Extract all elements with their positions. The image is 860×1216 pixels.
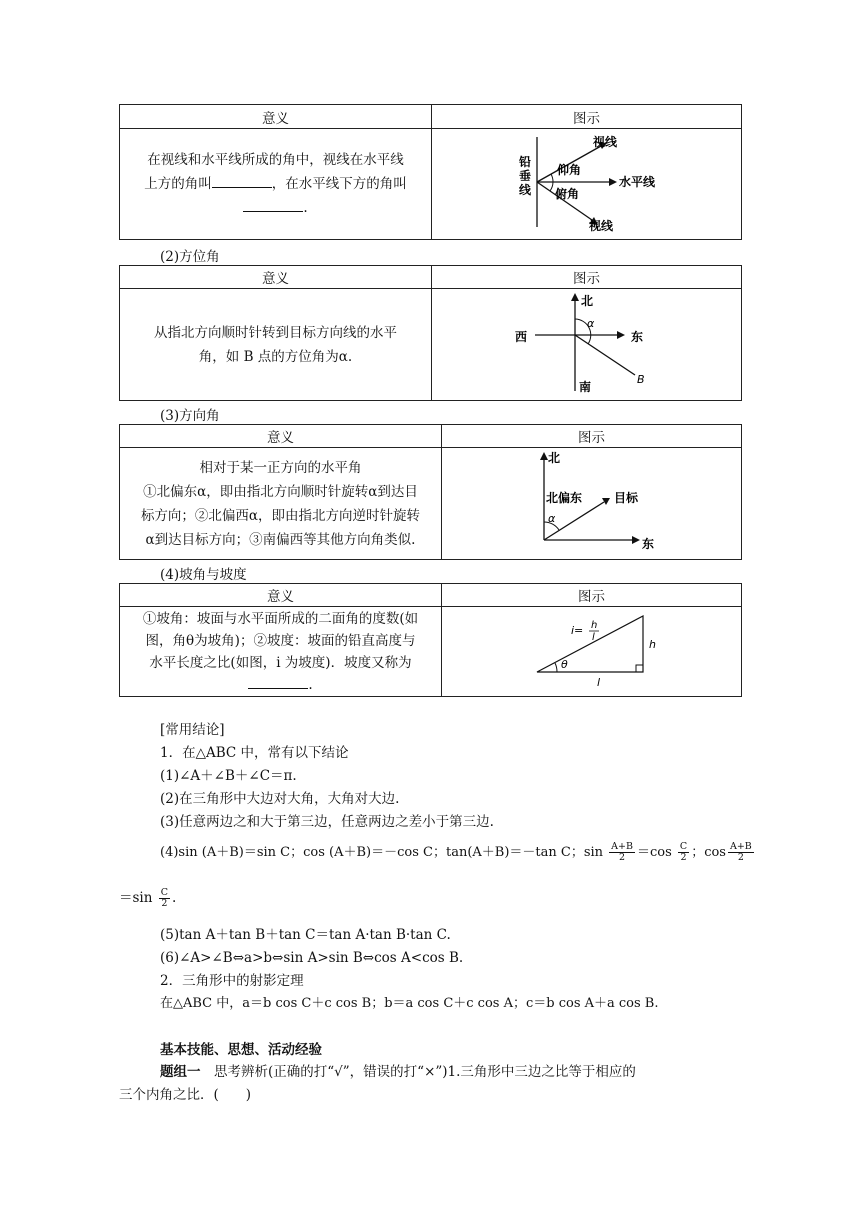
table3-line4: α到达目标方向；③南偏西等其他方向角类似. — [145, 531, 416, 548]
table1-header-meaning: 意义 — [120, 105, 432, 129]
section4-title: (4)坡角与坡度 — [160, 567, 247, 583]
conclusion-item-1: 1．在△ABC 中，常有以下结论 — [160, 745, 349, 761]
conclusion-item-1-2: (2)在三角形中大边对大角，大角对大边. — [160, 791, 400, 807]
table3-figure-cell — [442, 448, 742, 560]
table3-line2: ①北偏东α，即由指北方向顺时针旋转α到达目 — [143, 483, 418, 500]
direction-angle-table — [119, 424, 742, 560]
target-label: 目标 — [613, 490, 638, 505]
slope-i-label: i= — [570, 623, 583, 637]
conclusion-item-1-6: (6)∠A>∠B⇔a>b⇔sin A>sin B⇔cos A<cos B. — [160, 950, 464, 966]
east-axis-arrow — [632, 536, 640, 544]
table4-meaning-cell — [120, 607, 442, 697]
horizontal-arrow — [609, 178, 617, 186]
table1-meaning-text — [120, 148, 431, 220]
plumb-label-3: 线 — [518, 183, 531, 197]
table4-line1: ①坡角：坡面与水平面所成的二面角的度数(如 — [142, 610, 419, 627]
table2-header-figure: 图示 — [432, 266, 742, 289]
direction-angle-diagram — [522, 450, 662, 554]
length-label: l — [596, 675, 600, 689]
north-arrow — [571, 293, 579, 301]
question-1-continuation: 三个内角之比．( ) — [119, 1087, 252, 1103]
blank-slope-ratio — [248, 674, 308, 689]
table2-header-meaning: 意义 — [120, 266, 432, 289]
west-label: 西 — [514, 329, 527, 344]
north-label: 北 — [580, 293, 593, 308]
east-label-3: 东 — [641, 536, 654, 551]
table4-figure-cell — [442, 607, 742, 697]
table4-header-figure: 图示 — [442, 584, 742, 607]
target-ray — [575, 335, 635, 375]
table3-header-figure: 图示 — [442, 425, 742, 448]
slope-diagram — [517, 608, 667, 692]
section3-title: (3)方向角 — [160, 408, 220, 424]
table2-line2: 角，如 B 点的方位角为α. — [198, 348, 353, 365]
table3-meaning-cell — [120, 448, 442, 560]
conclusion-item-1-4: (4)sin (A＋B)＝sin C；cos (A＋B)＝－cos C；tan(A＋B)＝－tan C；sin $\frac{A+B}{2}$ ＝cos $\frac{C}{2}$ ；cos $\frac{A+B}{2}$ — [160, 841, 752, 863]
table2-meaning-text — [120, 321, 431, 369]
target-arrow — [602, 498, 610, 505]
table4-line3: 水平长度之比(如图，i 为坡度)．坡度又称为 — [149, 654, 412, 671]
section2-title: (2)方位角 — [160, 249, 220, 265]
alpha-label: α — [586, 316, 594, 330]
north-label-3: 北 — [547, 450, 560, 465]
table2-line1: 从指北方向顺时针转到目标方向线的水平 — [154, 324, 397, 341]
slope-table — [119, 583, 742, 697]
south-label: 南 — [578, 379, 591, 394]
azimuth-diagram — [507, 291, 667, 395]
elevation-label: 仰角 — [556, 163, 581, 177]
table2-figure-cell — [432, 289, 742, 401]
conclusion-item-1-4-cont: ＝sin $\frac{C}{2}$ . — [119, 887, 177, 909]
azimuth-table — [119, 265, 742, 401]
slope-triangle — [537, 616, 643, 672]
table3-header-meaning: 意义 — [120, 425, 442, 448]
table4-meaning-text — [120, 608, 441, 696]
point-b-label: B — [636, 372, 645, 386]
question-1-text: 思考辨析(正确的打“√”，错误的打“×”)1.三角形中三边之比等于相应的 — [214, 1064, 636, 1080]
theta-arc — [555, 663, 557, 672]
slope-frac-den: l — [591, 631, 595, 643]
east-label: 东 — [630, 329, 643, 344]
table3-meaning-text — [120, 456, 441, 552]
table1-header-figure: 图示 — [432, 105, 742, 129]
table3-line1: 相对于某一正方向的水平角 — [199, 459, 362, 476]
slope-frac-num: h — [590, 619, 597, 631]
theta-label: θ — [560, 657, 568, 671]
table4-header-meaning: 意义 — [120, 584, 442, 607]
blank-elevation — [212, 173, 272, 188]
conclusion-item-1-3: (3)任意两边之和大于第三边，任意两边之差小于第三边. — [160, 814, 494, 830]
skills-heading: 基本技能、思想、活动经验 — [160, 1042, 322, 1058]
plumb-label-1: 铅 — [518, 155, 531, 169]
horizontal-label: 水平线 — [618, 175, 655, 189]
table2-meaning-cell — [120, 289, 432, 401]
frac-a-plus-b-2: $\frac{A+B}{2}$ — [729, 841, 752, 863]
blank-depression — [243, 197, 303, 212]
table1-line1: 在视线和水平线所成的角中，视线在水平线 — [147, 152, 404, 168]
upper-sight-label: 视线 — [592, 135, 617, 149]
table1-figure-cell — [432, 129, 742, 240]
right-angle-mark — [636, 665, 643, 672]
conclusions-title: [常用结论] — [160, 722, 225, 738]
table3-line3: 标方向；②北偏西α，即由指北方向逆时针旋转 — [140, 507, 421, 524]
north-east-label: 北偏东 — [545, 490, 582, 505]
table4-line2: 图，角θ为坡角)；②坡度：坡面的铅直高度与 — [145, 632, 416, 649]
height-label: h — [648, 637, 656, 651]
lower-sight-label: 视线 — [588, 219, 613, 232]
conclusion-item-2: 2．三角形中的射影定理 — [160, 973, 304, 989]
east-arrow — [617, 331, 625, 339]
depression-arc — [550, 182, 553, 191]
elevation-arc — [551, 174, 553, 182]
frac-a-plus-b-1: $\frac{A+B}{2}$ — [611, 841, 633, 863]
frac-c-1: $\frac{C}{2}$ — [679, 841, 688, 863]
alpha-label-3: α — [547, 511, 555, 525]
table1-line3: . — [134, 196, 417, 220]
conclusion-item-1-5: (5)tan A＋tan B＋tan C＝tan A·tan B·tan C. — [160, 927, 451, 943]
projection-theorem: 在△ABC 中，a＝b cos C＋c cos B；b＝a cos C＋c cos A；c＝b cos A＋a cos B. — [160, 996, 659, 1011]
table1-meaning-cell — [120, 129, 432, 240]
elevation-depression-table — [119, 104, 742, 240]
question-group-line — [160, 1062, 636, 1082]
table4-line4: . — [126, 674, 435, 696]
table1-line2: 上方的角叫 ，在水平线下方的角叫 — [134, 172, 417, 196]
plumb-label-2: 垂 — [518, 169, 531, 183]
conclusion-item-1-1: (1)∠A＋∠B＋∠C＝π. — [160, 768, 297, 784]
north-axis-arrow — [540, 452, 548, 460]
question-group-label: 题组一 — [160, 1064, 201, 1080]
depression-label: 俯角 — [554, 187, 579, 201]
elevation-depression-diagram — [497, 132, 677, 232]
frac-c-2: $\frac{C}{2}$ — [160, 887, 169, 909]
